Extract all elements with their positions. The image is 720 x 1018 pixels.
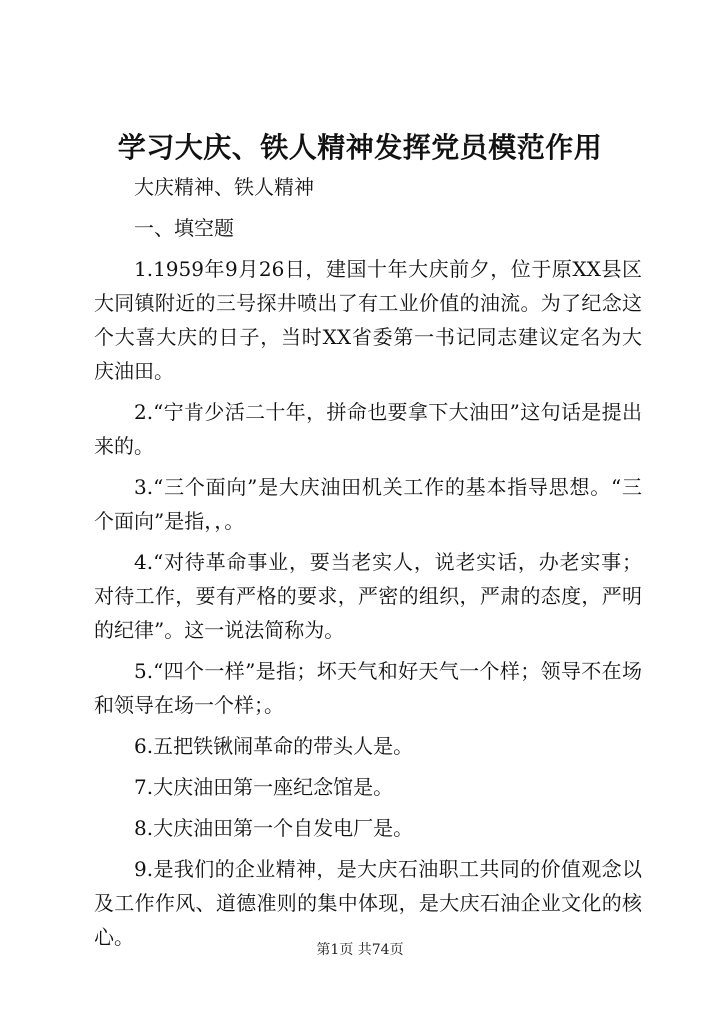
paragraph-6: 6.五把铁锹闹革命的带头人是。 bbox=[134, 734, 414, 758]
paragraph-7: 7.大庆油田第一座纪念馆是。 bbox=[134, 775, 394, 799]
paragraph-8: 8.大庆油田第一个自发电厂是。 bbox=[134, 816, 414, 840]
document-title: 学习大庆、铁人精神发挥党员模范作用 bbox=[117, 131, 603, 164]
paragraph-2: 2.“宁肯少活二十年，拼命也要拿下大油田”这句话是提出来的。 bbox=[94, 400, 642, 458]
paragraph-3: 3.“三个面向”是大庆油田机关工作的基本指导思想。“三个面向”是指，，。 bbox=[94, 475, 642, 533]
section-heading: 一、填空题 bbox=[134, 216, 234, 240]
subtitle: 大庆精神、铁人精神 bbox=[134, 175, 314, 199]
document-body bbox=[94, 170, 642, 961]
paragraph-9: 9.是我们的企业精神，是大庆石油职工共同的价值观念以及工作作风、道德准则的集中体现，是大庆石油企业文化的核心。 bbox=[94, 857, 642, 949]
page-footer: 第1页 共74页 bbox=[316, 942, 404, 958]
paragraph-5: 5.“四个一样”是指；坏天气和好天气一个样；领导不在场和领导在场一个样；。 bbox=[94, 659, 642, 717]
paragraph-1: 1.1959年9月26日，建国十年大庆前夕，位于原XX县区大同镇附近的三号探井喷出了有工业价值的油流。为了纪念这个大喜大庆的日子，当时XX省委第一书记同志建议定名为大庆油田。 bbox=[94, 257, 642, 383]
paragraph-4: 4.“对待革命事业，要当老实人，说老实话，办老实事；对待工作，要有严格的要求，严密的组织，严肃的态度，严明的纪律”。这一说法简称为。 bbox=[94, 550, 642, 642]
